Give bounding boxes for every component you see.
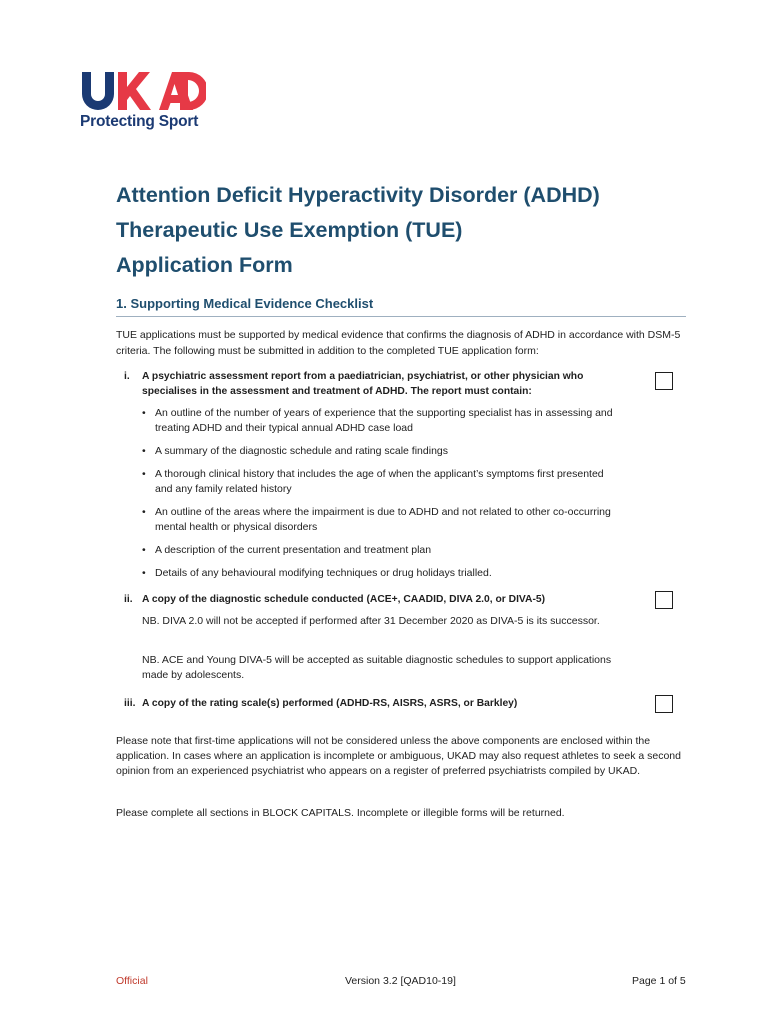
item-number: i. [124, 371, 130, 382]
list-item: • A description of the current presentation and treatment plan [142, 543, 622, 558]
list-item: • An outline of the number of years of experience that the supporting specialist has in assessing and treating ADHD and their typical annual ADHD case load [142, 406, 622, 436]
item-number: iii. [124, 698, 136, 709]
section-intro: TUE applications must be supported by medical evidence that confirms the diagnosis of ADHD in accordance with DSM-5 criteria. The following must be submitted in addition to the completed TUE application form: [116, 329, 681, 357]
checklist-item-iii [124, 696, 634, 711]
ukad-logo [80, 68, 210, 131]
diva-note: NB. DIVA 2.0 will not be accepted if performed after 31 December 2020 as DIVA-5 is its successor. [142, 615, 600, 627]
report-requirements-list [142, 406, 622, 589]
list-item: • A thorough clinical history that includes the age of when the applicant’s symptoms first presented and any family related history [142, 467, 622, 497]
block-capitals-note: Please complete all sections in BLOCK CAPITALS. Incomplete or illegible forms will be returned. [116, 807, 565, 819]
checklist-item-i [124, 369, 634, 397]
item-number: ii. [124, 594, 133, 605]
document-title [116, 178, 600, 283]
checkbox-item-ii[interactable] [655, 591, 673, 609]
footer-classification: Official [116, 975, 148, 987]
checkbox-item-i[interactable] [655, 372, 673, 390]
first-time-note: Please note that first-time applications will not be considered unless the above components are enclosed within the application. In cases where an application is incomplete or ambiguous, UKAD may also request athletes to seek a second opinion from an experienced psychiatrist who appears on a register of preferred psychiatrists compiled by UKAD. [116, 735, 681, 777]
logo-tagline: Protecting Sport [80, 113, 199, 130]
title-line-1: Attention Deficit Hyperactivity Disorder (ADHD) [116, 183, 600, 207]
list-item: • Details of any behavioural modifying techniques or drug holidays trialled. [142, 566, 622, 581]
ukad-wordmark-icon [80, 68, 206, 112]
checkbox-item-iii[interactable] [655, 695, 673, 713]
item-text: A copy of the diagnostic schedule conducted (ACE+, CAADID, DIVA 2.0, or DIVA-5) [142, 594, 546, 605]
item-text: A psychiatric assessment report from a paediatrician, psychiatrist, or other physician who specialises in the assessment and treatment of ADHD. The report must contain: [142, 371, 584, 397]
footer-page-number: Page 1 of 5 [632, 975, 686, 987]
item-text: A copy of the rating scale(s) performed (ADHD-RS, AISRS, ASRS, or Barkley) [142, 698, 518, 709]
checklist-item-ii [124, 592, 634, 607]
title-line-2: Therapeutic Use Exemption (TUE) [116, 218, 463, 242]
title-line-3: Application Form [116, 253, 293, 277]
section-heading: 1. Supporting Medical Evidence Checklist [116, 296, 686, 317]
footer-version: Version 3.2 [QAD10-19] [345, 975, 456, 987]
list-item: • A summary of the diagnostic schedule and rating scale findings [142, 444, 622, 459]
list-item: • An outline of the areas where the impairment is due to ADHD and not related to other co-occurring mental health or physical disorders [142, 505, 622, 535]
adolescent-note: NB. ACE and Young DIVA-5 will be accepted as suitable diagnostic schedules to support applications made by adolescents. [142, 654, 612, 681]
